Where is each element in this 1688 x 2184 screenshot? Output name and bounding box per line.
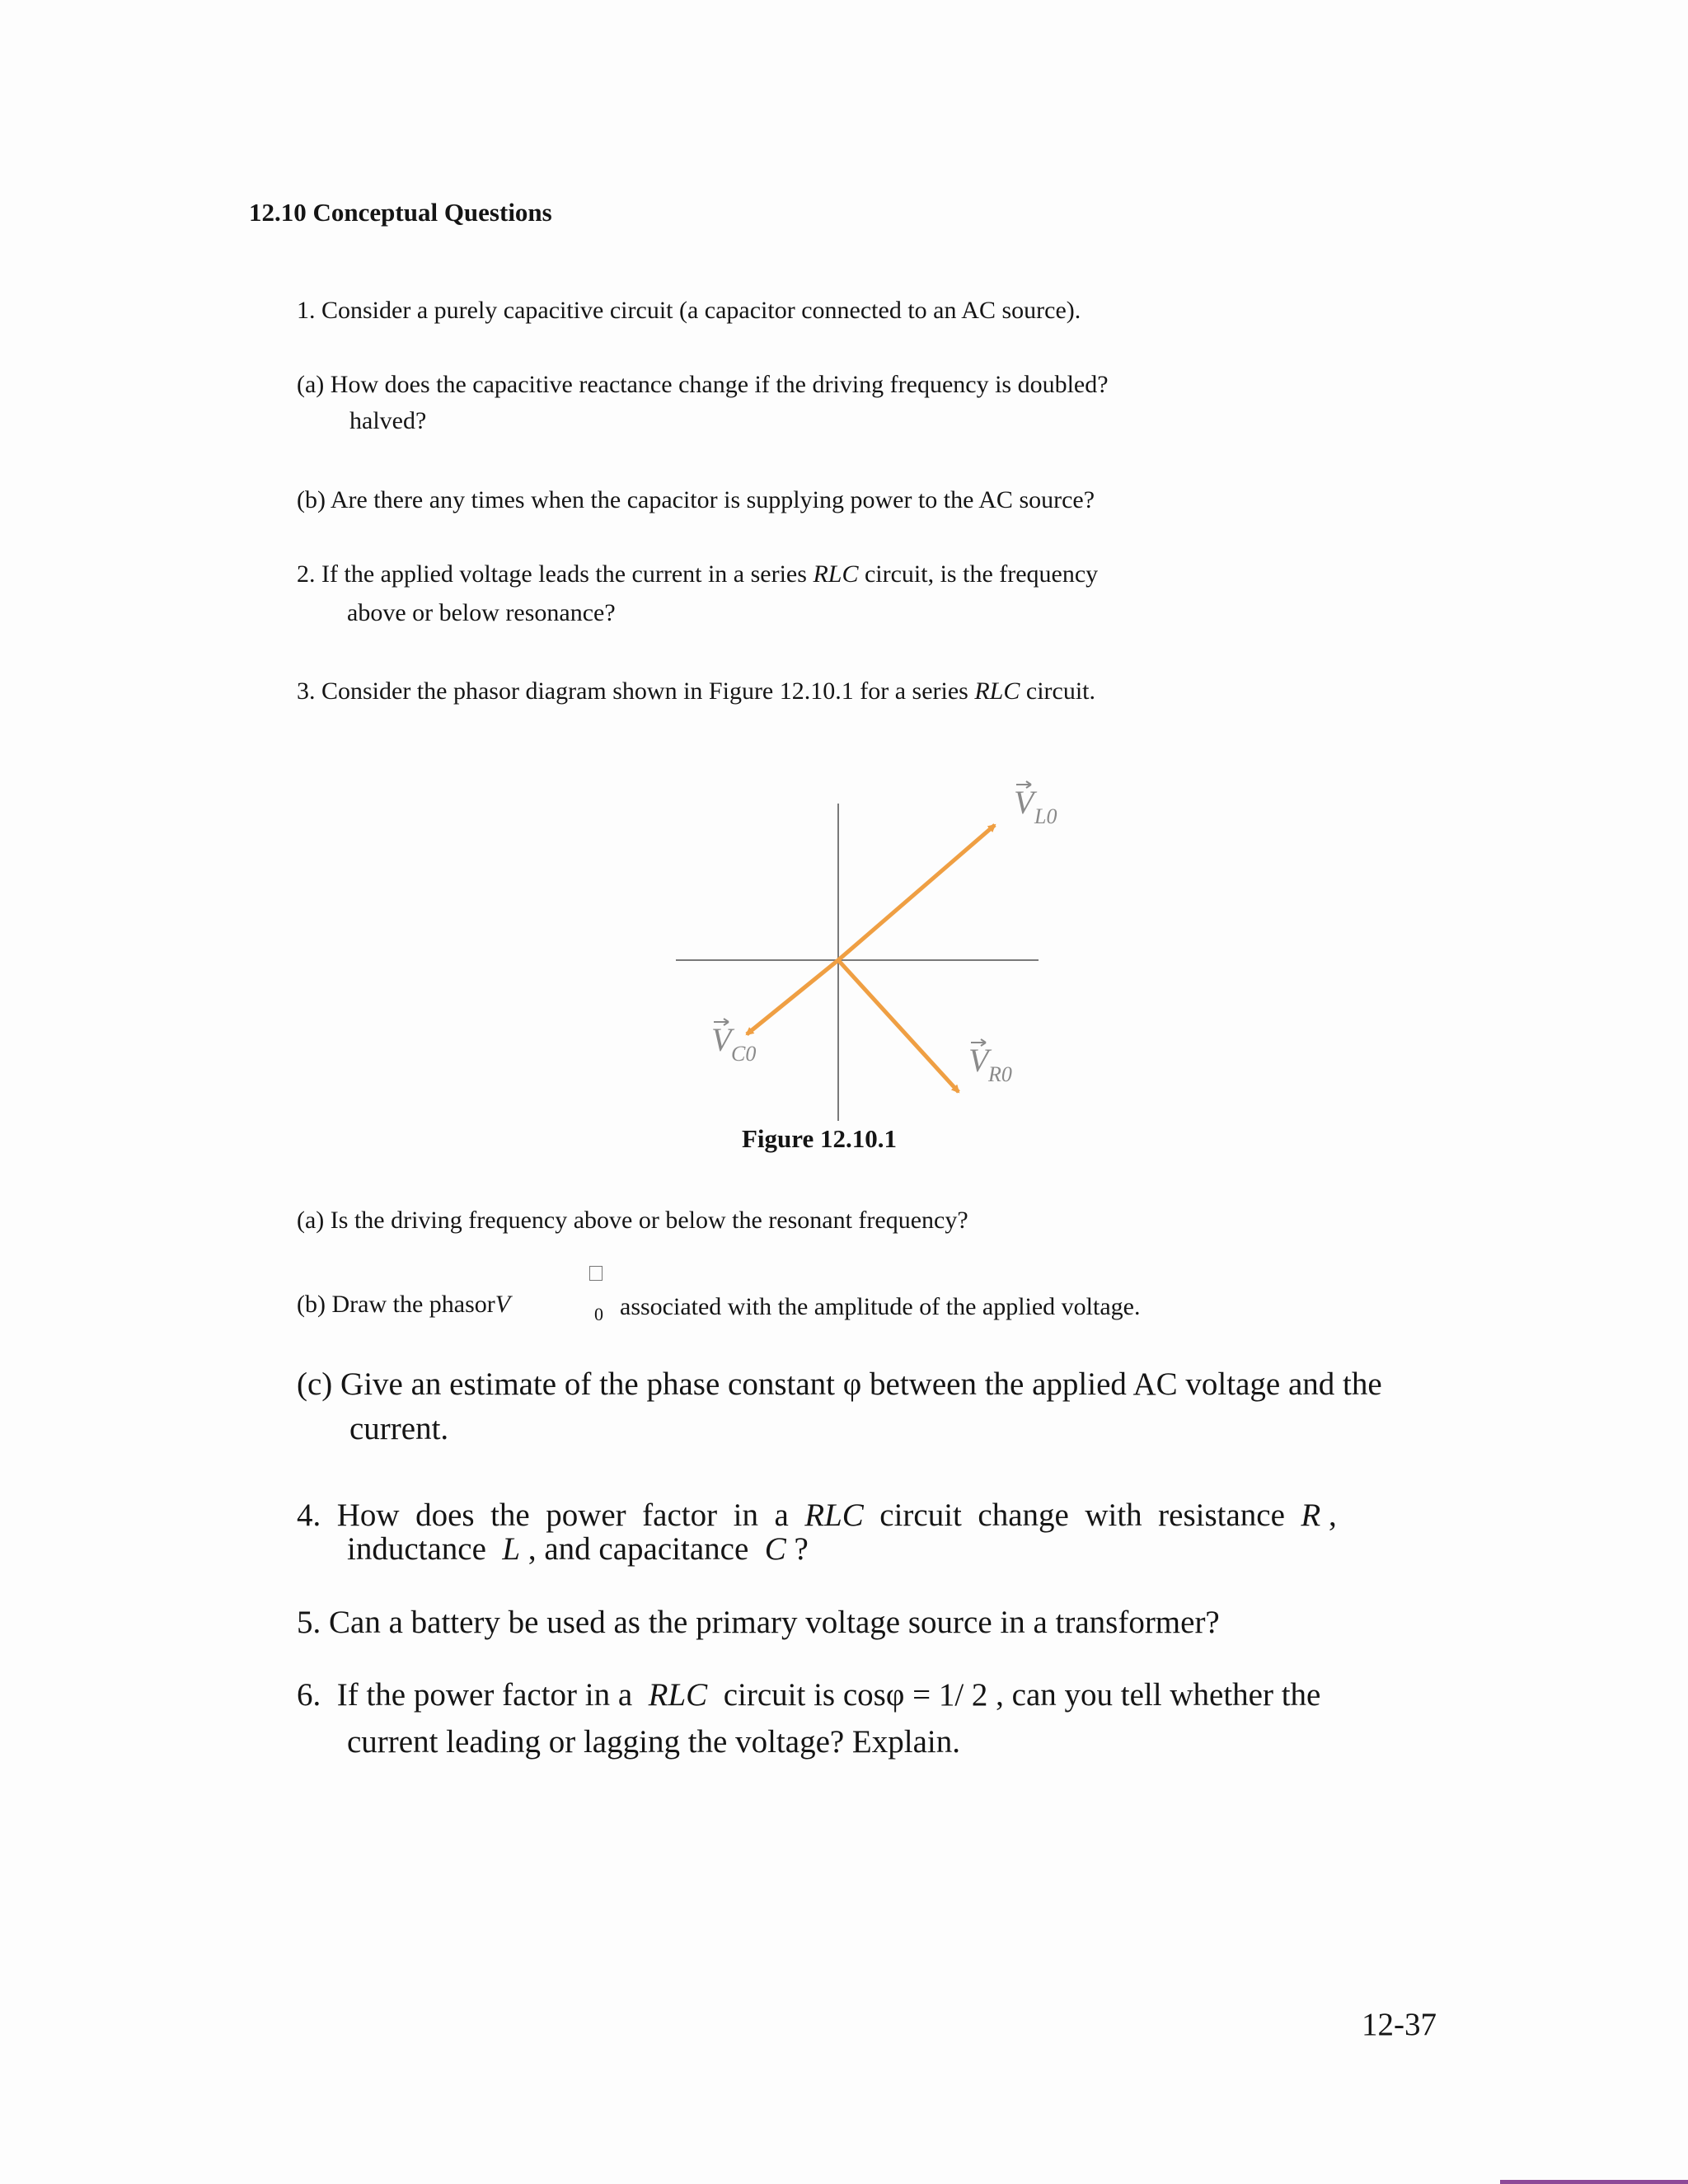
page-corner-strip <box>1500 2180 1688 2184</box>
question-5: 5. Can a battery be used as the primary voltage source in a transformer? <box>297 1605 1220 1640</box>
placeholder-glyph-icon <box>589 1266 603 1281</box>
question-6-line2: current leading or lagging the voltage? Explain. <box>347 1724 960 1760</box>
question-3: 3. Consider the phasor diagram shown in Figure 12.10.1 for a series RLC circuit. <box>297 677 1096 705</box>
phasor-variable: V <box>495 1291 511 1318</box>
question-1: 1. Consider a purely capacitive circuit (a capacitor connected to an AC source). <box>297 297 1081 324</box>
phasor-arrow-vl0 <box>838 825 995 960</box>
label-vc0 <box>711 1019 756 1066</box>
question-3b-prefix: (b) Draw the phasorV <box>297 1291 511 1318</box>
phasor-arrow-vr0 <box>838 960 959 1092</box>
question-1a-line1: (a) How does the capacitive reactance change if the driving frequency is doubled? <box>297 371 1109 398</box>
svg-text:C0: C0 <box>731 1042 757 1066</box>
question-4-line1: 4. How does the power factor in a RLC circuit change with resistance R , <box>297 1497 1337 1533</box>
rlc-term: RLC <box>974 677 1020 705</box>
question-6-line1: 6. If the power factor in a RLC circuit is cosφ = 1/ 2 , can you tell whether the <box>297 1677 1321 1713</box>
question-3b-suffix: associated with the amplitude of the applied voltage. <box>620 1293 1141 1320</box>
question-4-line2: inductance L , and capacitance C ? <box>347 1531 809 1567</box>
phasor-arrow-vc0 <box>747 960 838 1034</box>
label-vr0 <box>968 1039 1012 1086</box>
question-3c-line1: (c) Give an estimate of the phase constant φ between the applied AC voltage and the <box>297 1366 1382 1402</box>
svg-text:V: V <box>711 1021 732 1058</box>
question-3a: (a) Is the driving frequency above or below the resonant frequency? <box>297 1207 968 1234</box>
svg-text:V: V <box>968 1042 989 1079</box>
svg-text:L0: L0 <box>1034 804 1057 828</box>
phasor-subscript: 0 <box>594 1304 603 1324</box>
question-3c-line2: current. <box>349 1411 449 1446</box>
question-2-line1: 2. If the applied voltage leads the current in a series RLC circuit, is the frequency <box>297 560 1099 588</box>
phasor-diagram <box>659 771 1088 1133</box>
question-2-line2: above or below resonance? <box>347 599 616 626</box>
question-1a-line2: halved? <box>349 407 427 434</box>
label-vl0 <box>1014 781 1057 828</box>
section-title: 12.10 Conceptual Questions <box>249 198 552 227</box>
rlc-term: RLC <box>813 560 859 588</box>
question-1b: (b) Are there any times when the capacitor is supplying power to the AC source? <box>297 486 1095 513</box>
svg-text:V: V <box>1014 784 1034 821</box>
page-number: 12-37 <box>1362 2007 1437 2042</box>
svg-text:R0: R0 <box>988 1062 1012 1086</box>
figure-caption: Figure 12.10.1 <box>742 1124 897 1153</box>
